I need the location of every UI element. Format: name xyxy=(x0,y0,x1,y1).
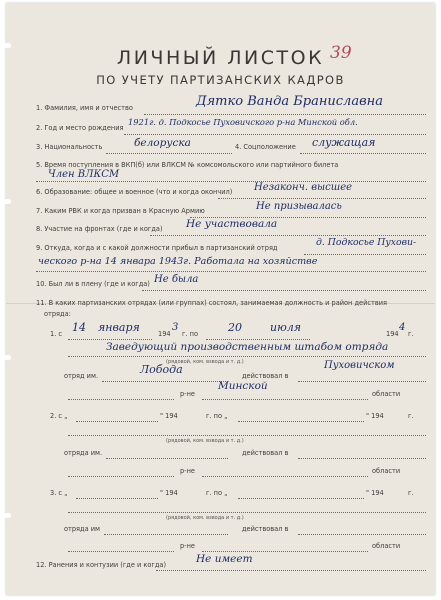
service-1-caption: (рядовой, ком. взвода и т. д.) xyxy=(166,359,244,365)
service-2-from-prefix: 2. с „ xyxy=(50,412,68,420)
field-2-value: 1921г. д. Подкосье Пуховичского р-на Минской обл. xyxy=(128,117,358,127)
field-8-line xyxy=(150,235,426,236)
service-3-rne: р-не xyxy=(180,542,195,550)
service-2-caption: (рядовой, ком. взвода и т. д.) xyxy=(166,438,244,444)
field-5-value: Член ВЛКСМ xyxy=(48,169,120,180)
service-1-district-line xyxy=(298,381,426,382)
service-1-from-prefix: 1. с xyxy=(50,330,63,338)
service-1-position-line xyxy=(68,356,426,357)
service-2-district-line xyxy=(298,458,426,459)
field-3-value: белоруска xyxy=(134,137,191,149)
service-1-from-month: января xyxy=(98,321,140,334)
service-1-to-day: 20 xyxy=(228,321,242,334)
field-5-line xyxy=(36,181,426,182)
service-1-unit-label: отряд им. xyxy=(64,372,99,380)
service-2-unit-line xyxy=(106,458,228,459)
service-2-from-year: " 194 xyxy=(160,412,178,420)
service-3-acted-in: действовал в xyxy=(242,525,289,533)
service-1-g: г. xyxy=(408,330,414,338)
service-2-unit-label: отряда им. xyxy=(64,449,103,457)
service-1-from-year-prefix: 194 xyxy=(158,330,171,338)
service-2-rne: р-не xyxy=(180,467,195,475)
service-1-from-day: 14 xyxy=(72,321,86,334)
service-1-rne-line xyxy=(68,399,174,400)
service-2-oblasti: области xyxy=(372,467,401,475)
field-9-value-2: ческого р-на 14 январа 1943г. Работала на хозяйстве xyxy=(38,256,318,267)
service-2-acted-in: действовал в xyxy=(242,449,289,457)
field-3-label: 3. Национальность xyxy=(36,143,103,151)
service-3-g: г. xyxy=(408,489,414,497)
service-2-to-line xyxy=(238,421,364,422)
torn-edge xyxy=(4,355,11,360)
field-7-value: Не призывалась xyxy=(256,201,342,212)
field-8-label: 8. Участие на фронтах (где и когда) xyxy=(36,225,163,233)
service-2-region-line xyxy=(202,476,368,477)
field-1-line xyxy=(144,114,426,115)
document-sheet xyxy=(6,3,435,595)
field-2-line xyxy=(124,134,426,135)
service-1-rne: р-не xyxy=(180,390,195,398)
service-2-to-year: " 194 xyxy=(366,412,384,420)
torn-edge xyxy=(4,513,11,518)
document-subtitle: ПО УЧЕТУ ПАРТИЗАНСКИХ КАДРОВ xyxy=(96,73,345,87)
service-3-from-line xyxy=(76,498,158,499)
service-3-oblasti: области xyxy=(372,542,401,550)
field-3-line xyxy=(106,153,232,154)
service-2-rne-line xyxy=(68,476,174,477)
field-2-label: 2. Год и место рождения xyxy=(36,124,124,132)
field-11-label-cont: отряда: xyxy=(44,310,71,318)
field-10-value: Не была xyxy=(154,274,199,285)
service-3-to-year: " 194 xyxy=(366,489,384,497)
field-4-value: служащая xyxy=(312,136,376,149)
service-3-caption: (рядовой, ком. взвода и т. д.) xyxy=(166,515,244,521)
service-3-district-line xyxy=(298,534,426,535)
service-3-rne-line xyxy=(68,551,174,552)
field-1-label: 1. Фамилия, имя и отчество xyxy=(36,104,133,112)
field-11-label: 11. В каких партизанских отрядах (или группах) состоял, занимаемая должность и район действия xyxy=(36,299,387,307)
service-1-to-year-prefix: 194 xyxy=(386,330,399,338)
service-3-to-prefix: г. по „ xyxy=(206,489,228,497)
service-1-to-prefix: г. по xyxy=(182,330,199,338)
service-1-to-line xyxy=(206,339,310,340)
field-1-value: Дятко Ванда Браниславна xyxy=(196,94,383,109)
field-9-line xyxy=(304,254,426,255)
field-6-label: 6. Образование: общее и военное (что и когда окончил) xyxy=(36,188,233,196)
field-10-line xyxy=(142,290,426,291)
service-3-unit-label: отряда им xyxy=(64,525,100,533)
field-12-value: Не имеет xyxy=(196,553,253,565)
service-1-region: Минской xyxy=(218,380,268,392)
service-1-from-line xyxy=(68,339,152,340)
service-1-to-month: июля xyxy=(270,321,302,334)
service-3-to-line xyxy=(238,498,364,499)
service-1-region-line xyxy=(202,399,368,400)
service-2-position-line xyxy=(68,435,426,436)
field-9-line-2 xyxy=(36,271,426,272)
service-3-position-line xyxy=(68,512,426,513)
service-2-g: г. xyxy=(408,412,414,420)
field-7-label: 7. Каким РВК и когда призван в Красную Армию xyxy=(36,207,205,215)
field-10-label: 10. Был ли в плену (где и когда) xyxy=(36,280,150,288)
service-1-unit-name: Лобода xyxy=(140,363,183,376)
field-6-line xyxy=(218,198,426,199)
sheet-number: 39 xyxy=(330,43,352,63)
document-title: ЛИЧНЫЙ ЛИСТОК xyxy=(116,47,325,69)
service-2-to-prefix: г. по „ xyxy=(206,412,228,420)
service-1-position: Заведующий производственным штабом отряда xyxy=(106,341,389,353)
service-2-from-line xyxy=(76,421,158,422)
field-5-label: 5. Время поступления в ВКП(б) или ВЛКСМ № комсомольского или партийного билета xyxy=(36,161,339,169)
field-12-line xyxy=(156,570,426,571)
service-1-from-year: 3 xyxy=(172,322,179,333)
field-12-label: 12. Ранения и контузии (где и когда) xyxy=(36,561,167,569)
field-4-label: 4. Соцположение xyxy=(235,143,296,151)
service-1-acted-in: действовал в xyxy=(242,372,289,380)
field-4-line xyxy=(300,153,426,154)
torn-edge xyxy=(4,199,11,204)
field-6-value: Незаконч. высшее xyxy=(254,182,353,193)
service-3-region-line xyxy=(202,551,368,552)
service-3-from-year: " 194 xyxy=(160,489,178,497)
service-1-unit-line xyxy=(102,381,228,382)
service-3-from-prefix: 3. с „ xyxy=(50,489,68,497)
service-1-to-year: 4 xyxy=(399,322,406,333)
field-9-label: 9. Откуда, когда и с какой должности прибыл в партизанский отряд xyxy=(36,244,278,252)
service-3-unit-line xyxy=(104,534,228,535)
service-1-oblasti: области xyxy=(372,390,401,398)
service-1-district: Пуховичском xyxy=(324,360,395,371)
field-9-value-1: д. Подкосье Пухови- xyxy=(316,237,417,248)
field-8-value: Не участвовала xyxy=(186,218,278,230)
